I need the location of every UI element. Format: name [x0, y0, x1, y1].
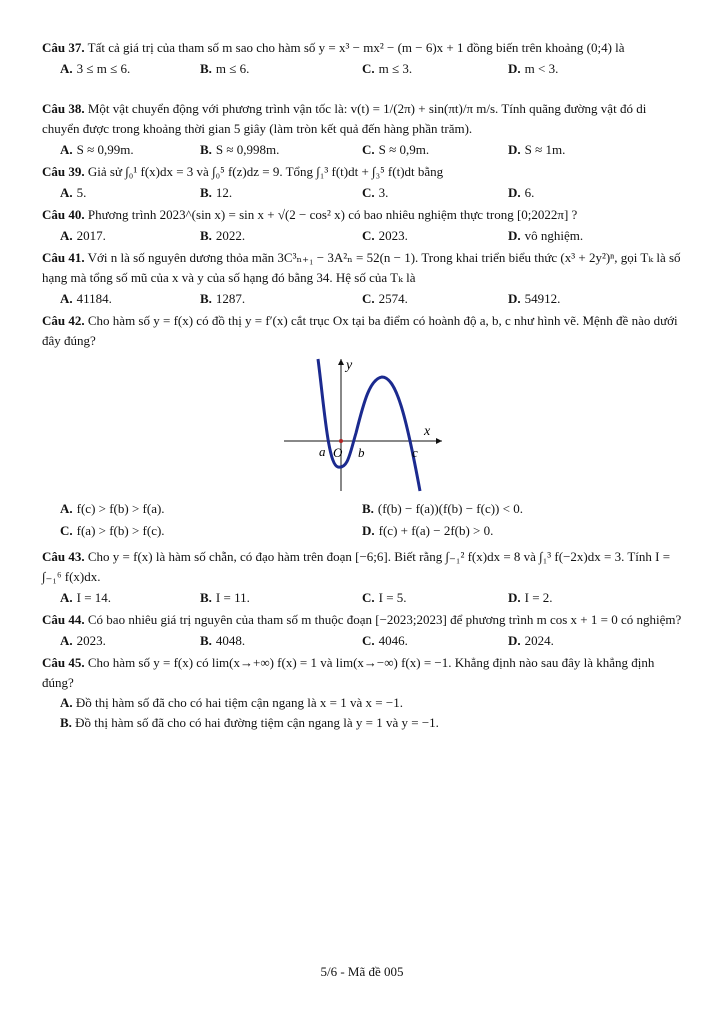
question-44-options [42, 631, 684, 651]
question-39-text: Giả sử ∫₀¹ f(x)dx = 3 và ∫₀⁵ f(z)dz = 9. Tổng ∫₁³ f(t)dt + ∫₃⁵ f(t)dt bằng [87, 164, 444, 179]
x-axis-label: x [424, 424, 431, 439]
option-text: 41184. [76, 291, 112, 306]
option-b[interactable] [42, 713, 684, 733]
option-key: A. [60, 695, 73, 710]
option-text: f(c) > f(b) > f(a). [76, 501, 165, 516]
option-key: C. [362, 633, 375, 648]
option-key: A. [60, 142, 73, 157]
question-45-label: Câu 45. [42, 655, 85, 670]
option-d[interactable] [508, 140, 678, 160]
option-text: (f(b) − f(a))(f(b) − f(c)) < 0. [377, 501, 523, 516]
option-text: 2023. [378, 228, 408, 243]
question-39-options [42, 183, 684, 203]
option-b[interactable] [200, 59, 362, 79]
question-42-options-row1 [42, 499, 684, 519]
question-45 [42, 653, 684, 693]
option-d[interactable] [362, 521, 664, 541]
option-key: B. [200, 633, 212, 648]
y-axis-label: y [346, 358, 353, 373]
option-key: D. [362, 523, 375, 538]
option-c[interactable] [362, 183, 508, 203]
option-key: A. [60, 501, 73, 516]
option-text: I = 5. [378, 590, 407, 605]
option-a[interactable] [42, 693, 684, 713]
point-a-label: a [319, 444, 326, 459]
question-38 [42, 99, 684, 139]
option-d[interactable] [508, 631, 678, 651]
option-text: S ≈ 0,9m. [378, 142, 430, 157]
option-key: A. [60, 185, 73, 200]
option-key: B. [362, 501, 374, 516]
option-text: Đồ thị hàm số đã cho có hai tiệm cận ngang là x = 1 và x = −1. [75, 695, 403, 710]
option-d[interactable] [508, 59, 678, 79]
option-key: B. [200, 61, 212, 76]
option-b[interactable] [362, 499, 664, 519]
option-text: 2024. [524, 633, 554, 648]
option-text: 2574. [378, 291, 408, 306]
question-37-options [42, 59, 684, 79]
option-c[interactable] [362, 631, 508, 651]
question-38-label: Câu 38. [42, 101, 85, 116]
option-key: B. [200, 228, 212, 243]
question-40-options [42, 226, 684, 246]
option-b[interactable] [200, 289, 362, 309]
option-key: C. [362, 590, 375, 605]
question-41-options [42, 289, 684, 309]
option-text: 54912. [524, 291, 561, 306]
option-b[interactable] [200, 631, 362, 651]
option-a[interactable] [60, 226, 200, 246]
option-text: 5. [76, 185, 87, 200]
option-b[interactable] [200, 588, 362, 608]
option-a[interactable] [60, 588, 200, 608]
option-key: B. [200, 142, 212, 157]
option-key: B. [200, 185, 212, 200]
option-d[interactable] [508, 226, 678, 246]
question-45-text: Cho hàm số y = f(x) có lim(x→+∞) f(x) = 1 và lim(x→−∞) f(x) = −1. Khẳng định nào sau đây là khẳng định đúng? [42, 655, 655, 690]
option-a[interactable] [60, 499, 362, 519]
question-38-options [42, 140, 684, 160]
option-key: D. [508, 185, 521, 200]
page-footer: 5/6 - Mã đề 005 [320, 964, 404, 979]
origin-point [339, 439, 343, 443]
option-key: B. [200, 590, 212, 605]
option-key: D. [508, 228, 521, 243]
option-text: 3 ≤ m ≤ 6. [76, 61, 131, 76]
option-key: B. [200, 291, 212, 306]
x-axis-arrow [436, 438, 442, 444]
option-key: C. [362, 61, 375, 76]
point-b-label: b [358, 445, 365, 460]
option-c[interactable] [362, 588, 508, 608]
question-42-options-row2 [42, 521, 684, 541]
option-text: 1287. [215, 291, 246, 306]
option-c[interactable] [362, 59, 508, 79]
option-d[interactable] [508, 183, 678, 203]
option-key: A. [60, 61, 73, 76]
option-text: S ≈ 0,998m. [215, 142, 280, 157]
question-40 [42, 205, 684, 225]
question-39-label: Câu 39. [42, 164, 85, 179]
question-42 [42, 311, 684, 351]
option-text: 2023. [76, 633, 106, 648]
option-text: m ≤ 3. [378, 61, 413, 76]
question-37-label: Câu 37. [42, 40, 85, 55]
option-text: I = 11. [215, 590, 250, 605]
option-key: C. [362, 185, 375, 200]
question-40-label: Câu 40. [42, 207, 85, 222]
question-37 [42, 38, 684, 58]
origin-label: O [333, 445, 343, 460]
option-a[interactable] [60, 183, 200, 203]
option-c[interactable] [362, 289, 508, 309]
option-key: D. [508, 61, 521, 76]
option-text: 2017. [76, 228, 106, 243]
question-42-text: Cho hàm số y = f(x) có đồ thị y = f′(x) cắt trục Ox tại ba điểm có hoành độ a, b, c như hình vẽ. Mệnh đề nào dưới đây đúng? [42, 313, 678, 348]
option-key: D. [508, 291, 521, 306]
derivative-curve [318, 359, 420, 491]
option-text: S ≈ 1m. [524, 142, 566, 157]
option-key: B. [60, 715, 72, 730]
option-b[interactable] [200, 226, 362, 246]
question-40-text: Phương trình 2023^(sin x) = sin x + √(2 − cos² x) có bao nhiêu nghiệm thực trong [0;2022π] ? [87, 207, 578, 222]
option-text: m ≤ 6. [215, 61, 250, 76]
option-text: 12. [215, 185, 233, 200]
option-text: 4046. [378, 633, 408, 648]
option-text: f(a) > f(b) > f(c). [76, 523, 165, 538]
question-44-label: Câu 44. [42, 612, 85, 627]
option-key: C. [362, 228, 375, 243]
option-key: A. [60, 590, 73, 605]
option-text: vô nghiệm. [524, 228, 584, 243]
question-43-options [42, 588, 684, 608]
option-text: I = 14. [76, 590, 112, 605]
option-key: A. [60, 291, 73, 306]
option-c[interactable] [60, 521, 362, 541]
option-b[interactable] [200, 183, 362, 203]
option-key: A. [60, 228, 73, 243]
option-key: A. [60, 633, 73, 648]
option-a[interactable] [60, 59, 200, 79]
option-text: 6. [524, 185, 535, 200]
option-text: Đồ thị hàm số đã cho có hai đường tiệm cận ngang là y = 1 và y = −1. [75, 715, 439, 730]
option-a[interactable] [60, 140, 200, 160]
option-a[interactable] [60, 289, 200, 309]
option-key: C. [362, 291, 375, 306]
option-key: C. [60, 523, 73, 538]
question-41-text: Với n là số nguyên dương thỏa mãn 3C³ₙ₊₁ − 3A²ₙ = 52(n − 1). Trong khai triển biểu thức (x³ + 2y²)ⁿ, gọi Tₖ là số hạng mà tổng số mũ của x và y của số hạng đó bằng 34. Hệ số của Tₖ là [42, 250, 681, 285]
derivative-graph [278, 355, 448, 495]
option-text: 3. [378, 185, 389, 200]
option-b[interactable] [200, 140, 362, 160]
question-44-text: Có bao nhiêu giá trị nguyên của tham số m thuộc đoạn [−2023;2023] để phương trình m cos x + 1 = 0 có nghiệm? [87, 612, 682, 627]
option-d[interactable] [508, 588, 678, 608]
question-38-text: Một vật chuyển động với phương trình vận tốc là: v(t) = 1/(2π) + sin(πt)/π m/s. Tính quãng đường vật đó di chuyển được trong khoảng thời gian 5 giây (làm tròn kết quả đến hàng phần trăm). [42, 101, 647, 136]
question-43-text: Cho y = f(x) là hàm số chẵn, có đạo hàm trên đoạn [−6;6]. Biết rằng ∫₋₁² f(x)dx = 8 và ∫₁³ f(−2x)dx = 3. Tính I = ∫₋₁⁶ f(x)dx. [42, 549, 671, 584]
option-c[interactable] [362, 226, 508, 246]
question-44 [42, 610, 684, 630]
option-text: I = 2. [524, 590, 553, 605]
option-text: 4048. [215, 633, 246, 648]
option-text: S ≈ 0,99m. [76, 142, 134, 157]
option-d[interactable] [508, 289, 678, 309]
y-axis-arrow [338, 359, 344, 365]
question-43-label: Câu 43. [42, 549, 85, 564]
question-39 [42, 162, 684, 182]
exam-page [42, 38, 684, 733]
option-key: D. [508, 633, 521, 648]
question-41-label: Câu 41. [42, 250, 85, 265]
question-37-text: Tất cả giá trị của tham số m sao cho hàm số y = x³ − mx² − (m − 6)x + 1 đồng biến trên khoảng (0;4) là [87, 40, 625, 55]
option-text: f(c) + f(a) − 2f(b) > 0. [378, 523, 494, 538]
question-43 [42, 547, 684, 587]
option-key: D. [508, 142, 521, 157]
option-key: D. [508, 590, 521, 605]
option-key: C. [362, 142, 375, 157]
option-text: m < 3. [524, 61, 559, 76]
point-c-label: c [412, 445, 418, 460]
option-a[interactable] [60, 631, 200, 651]
question-42-label: Câu 42. [42, 313, 85, 328]
option-c[interactable] [362, 140, 508, 160]
option-text: 2022. [215, 228, 246, 243]
question-41 [42, 248, 684, 288]
